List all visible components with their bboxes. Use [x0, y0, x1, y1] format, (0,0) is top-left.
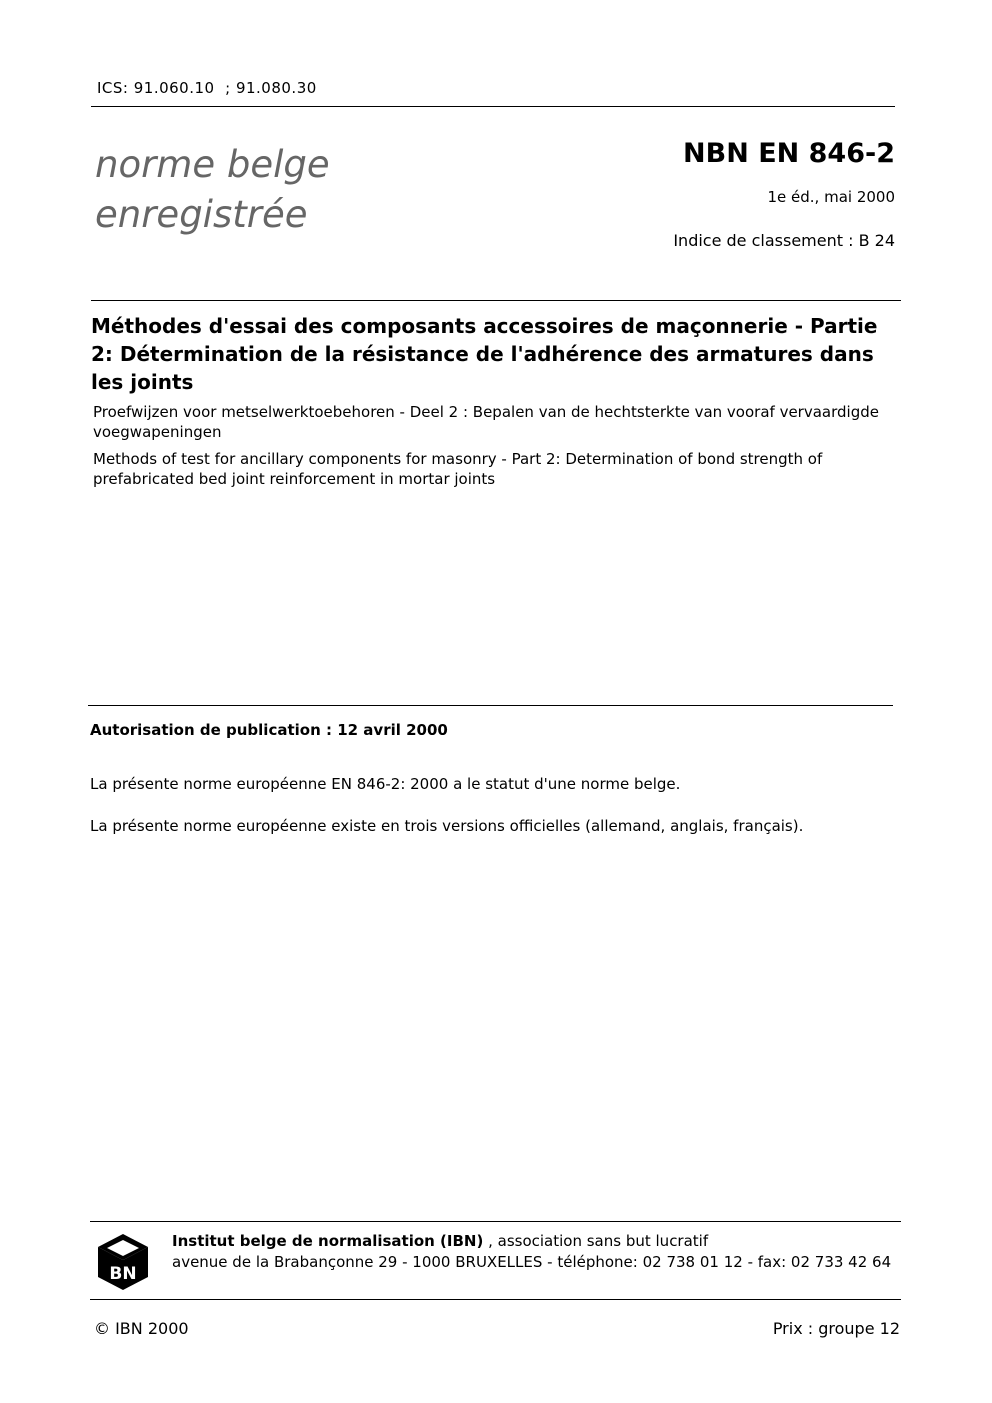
norme-line-1: norme belge [95, 143, 330, 186]
institute-address: avenue de la Brabançonne 29 - 1000 BRUXELLES - téléphone: 02 738 01 12 - fax: 02 733 42 64 [172, 1253, 892, 1271]
title-rule [91, 300, 901, 301]
classification-index: Indice de classement : B 24 [673, 231, 895, 250]
ibn-logo-text: BN [109, 1264, 137, 1284]
title-dutch: Proefwijzen voor metselwerktoebehoren - Deel 2 : Bepalen van de hechtsterkte van vooraf vervaardigde voegwapeningen [93, 403, 879, 441]
institute-suffix: , association sans but lucratif [483, 1232, 709, 1250]
title-english: Methods of test for ancillary components for masonry - Part 2: Determination of bond strength of prefabricated bed joint reinforcement in mortar joints [93, 450, 823, 488]
publication-authorisation: Autorisation de publication : 12 avril 2000 [90, 721, 448, 739]
ibn-logo [95, 1232, 151, 1292]
footer-top-rule [90, 1221, 901, 1222]
versions-statement: La présente norme européenne existe en trois versions officielles (allemand, anglais, français). [90, 817, 804, 835]
institute-name: Institut belge de normalisation (IBN) [172, 1232, 484, 1250]
edition: 1e éd., mai 2000 [767, 188, 895, 206]
ics-code: ICS: 91.060.10 ; 91.080.30 [97, 79, 317, 97]
body-rule [88, 705, 893, 706]
copyright: © IBN 2000 [94, 1319, 189, 1338]
standard-number: NBN EN 846-2 [683, 138, 895, 169]
top-rule [91, 106, 895, 107]
title-french: Méthodes d'essai des composants accessoires de maçonnerie - Partie 2: Détermination de la résistance de l'adhérence des armatures dans les joints [91, 314, 878, 394]
status-statement: La présente norme européenne EN 846-2: 2000 a le statut d'une norme belge. [90, 775, 681, 793]
norme-belge-heading [95, 140, 330, 240]
footer-bottom-rule [90, 1299, 901, 1300]
institute-line [172, 1232, 708, 1250]
norme-line-2: enregistrée [95, 193, 308, 236]
price-group: Prix : groupe 12 [772, 1319, 900, 1338]
